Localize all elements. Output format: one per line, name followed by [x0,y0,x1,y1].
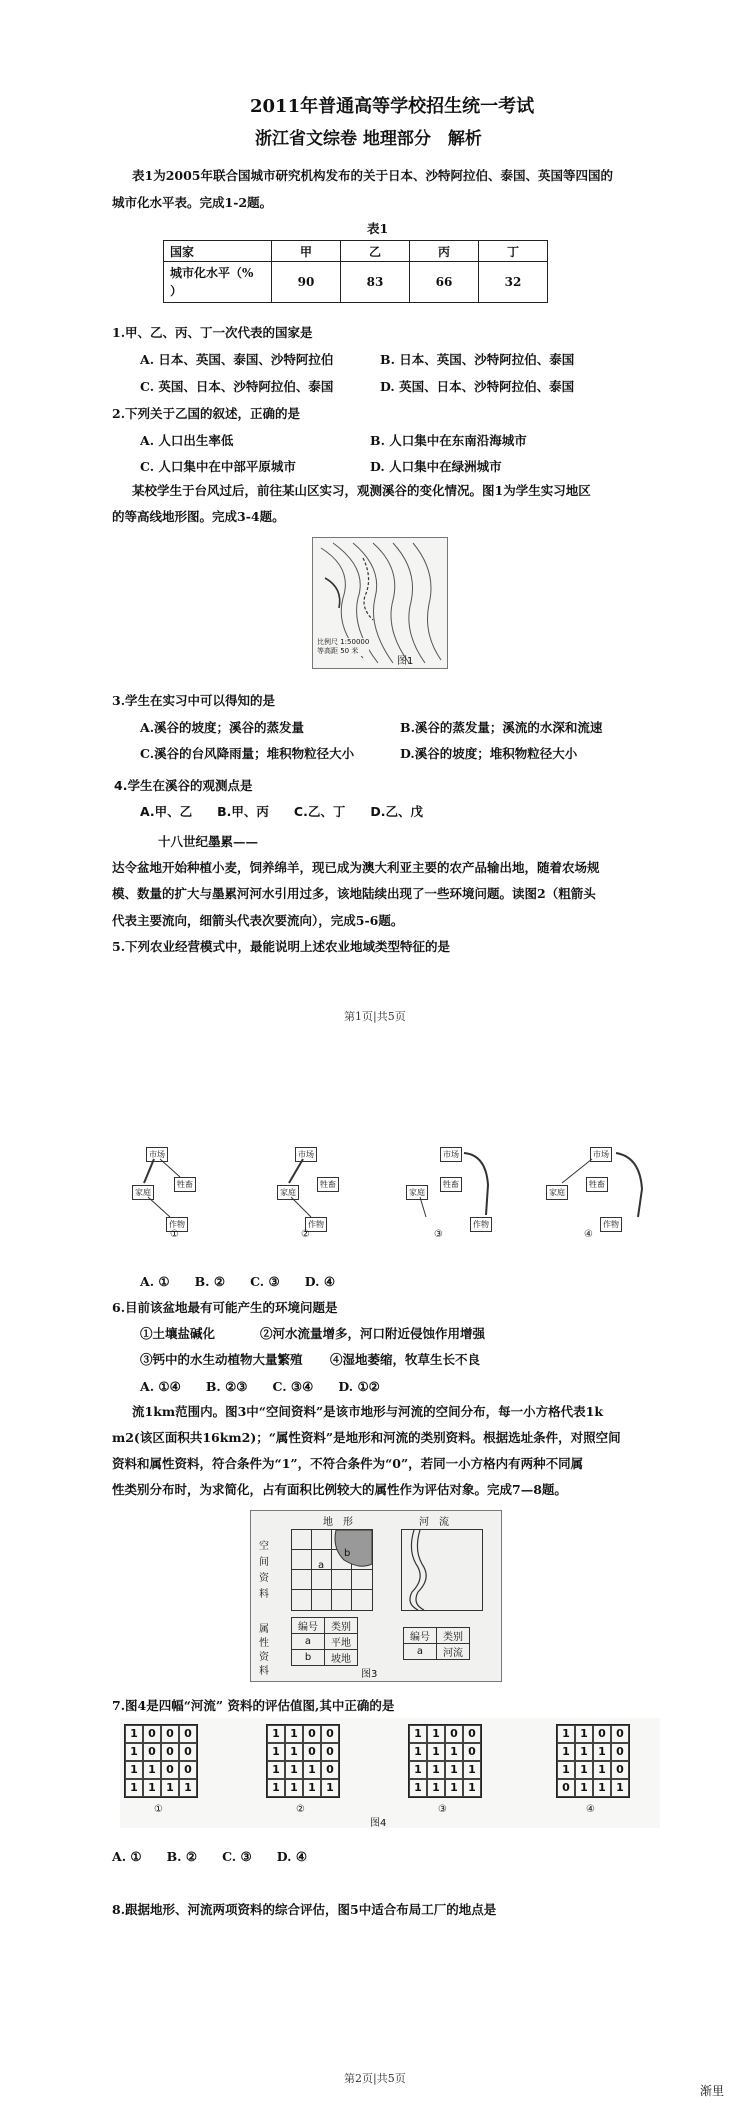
cell-letter: b [344,1548,351,1559]
grid-cell: 1 [303,1779,321,1797]
option: D.溪谷的坡度；堆积物粒径大小 [400,746,578,761]
grid-cell: 0 [611,1725,629,1743]
option: C.溪谷的台风降雨量；堆积物粒径大小 [140,746,355,761]
diagram-label: ④ [584,1229,593,1240]
grid-cell: 1 [575,1725,593,1743]
table-cell: 90 [272,262,341,303]
exam-subtitle: 浙江省文综卷 地理部分 解析 [255,129,482,149]
farming-diagram [540,1145,660,1240]
grid-cell: 1 [427,1779,445,1797]
question-stem: 8.跟据地形、河流两项资料的综合评估，图5中适合布局工厂的地点是 [112,1902,497,1917]
grid-cell: 1 [445,1761,463,1779]
grid-cell: 0 [161,1725,179,1743]
grid-cell: 1 [409,1761,427,1779]
option: D. 人口集中在绿洲城市 [370,459,502,474]
grid-cell: 1 [593,1743,611,1761]
grid-cell: 1 [557,1761,575,1779]
grid-label: ② [296,1804,305,1815]
grid-cell: 1 [143,1761,161,1779]
grid-cell: 1 [463,1761,481,1779]
grid-cell: 1 [161,1779,179,1797]
intro-line: 代表主要流向，细箭头代表次要流向），完成5-6题。 [112,913,404,928]
grid-cell: 0 [143,1743,161,1761]
grid-cell: 0 [179,1761,197,1779]
question-stem: 2.下列关于乙国的叙述，正确的是 [112,406,301,421]
options-line: A. ① B. ② C. ③ D. ④ [140,1274,336,1289]
grid-cell: 1 [427,1725,445,1743]
grid-cells [556,1724,630,1798]
grid-cell: 1 [285,1779,303,1797]
family-node: 家庭 [277,1185,299,1200]
spatial-data-label: 空间资料 [259,1541,269,1600]
grid-cell: 0 [161,1761,179,1779]
grid-cell: 1 [409,1743,427,1761]
grid-cell: 1 [575,1743,593,1761]
grid-cell: 1 [179,1779,197,1797]
grid-cell: 0 [557,1779,575,1797]
grid-cell: 1 [445,1743,463,1761]
grid-cell: 1 [285,1743,303,1761]
grid-cell: 1 [427,1743,445,1761]
grid-label: ④ [586,1804,595,1815]
figure-caption: 图3 [361,1669,378,1680]
farming-diagram [400,1145,510,1240]
figure-caption: 图4 [370,1818,387,1829]
table-cell: 平地 [325,1634,358,1650]
crops-node: 作物 [470,1217,492,1232]
cell-letter: a [318,1560,325,1571]
options-line: A.甲、乙 B.甲、丙 C.乙、丁 D.乙、戊 [140,804,423,819]
table-cell: 坡地 [325,1650,358,1666]
grid-cell: 1 [321,1779,339,1797]
flow-arrows [400,1145,510,1240]
flow-arrows [540,1145,660,1240]
question-stem: 1.甲、乙、丙、丁一次代表的国家是 [112,325,313,340]
evaluation-grid [408,1724,482,1798]
river-grid [401,1529,483,1611]
evaluation-grid [124,1724,198,1798]
grid-cell: 1 [611,1779,629,1797]
row-label-line: ） [170,284,183,298]
intro-line: 某校学生于台风过后，前往某山区实习，观测溪谷的变化情况。图1为学生实习地区 [132,483,591,498]
river-attribute-table [403,1627,470,1660]
grid-cell: 1 [143,1779,161,1797]
question-stem: 7.图4是四幅“河流” 资料的评估值图,其中正确的是 [112,1698,395,1713]
grid-cell: 1 [125,1725,143,1743]
urbanization-table [163,240,548,303]
table-cell: 河流 [437,1644,470,1660]
slope-area-shape [330,1530,372,1570]
col-header: 编号 [404,1628,437,1644]
table-header-row [164,241,548,262]
livestock-node: 牲畜 [174,1177,196,1192]
exam-title: 2011年普通高等学校招生统一考试 [250,96,535,117]
page-number: 第2页|共5页 [344,2072,406,2085]
option: A. 人口出生率低 [140,433,234,448]
terrain-title: 地 形 [323,1517,353,1528]
grid-cell: 1 [445,1779,463,1797]
grid-cell: 0 [179,1725,197,1743]
contour-map-figure [312,537,448,669]
table-cell: 66 [410,262,479,303]
grid-cell: 1 [463,1779,481,1797]
grid-cell: 1 [125,1779,143,1797]
grid-cell: 1 [557,1743,575,1761]
table-row-label [164,262,272,303]
grid-cell: 1 [427,1761,445,1779]
grid-cell: 1 [285,1725,303,1743]
flow-arrows [265,1145,365,1240]
evaluation-grid [556,1724,630,1798]
grid-cell: 0 [611,1761,629,1779]
grid-cell: 1 [267,1761,285,1779]
list-item: ①土壤盐碱化 [140,1326,216,1341]
option: D. 英国、日本、沙特阿拉伯、泰国 [380,379,575,394]
attribute-data-label: 属性资料 [259,1624,269,1677]
grid-label: ③ [438,1804,447,1815]
table-caption: 表1 [367,221,389,236]
option: B. 日本、英国、沙特阿拉伯、泰国 [380,352,575,367]
grid-cell: 0 [321,1725,339,1743]
grid-cell: 1 [593,1779,611,1797]
intro-line: 流1km范围内。图3中“空间资料”是该市地形与河流的空间分布，每一小方格代表1k [132,1404,604,1419]
table-header-cell: 丙 [410,241,479,262]
livestock-node: 牲畜 [586,1177,608,1192]
farming-diagram [265,1145,365,1240]
question-stem: 4.学生在溪谷的观测点是 [114,778,253,793]
grid-cells [124,1724,198,1798]
table-cell: 32 [479,262,548,303]
option: A.溪谷的坡度；溪谷的蒸发量 [140,720,305,735]
grid-cell: 1 [593,1761,611,1779]
intro-line: 达令盆地开始种植小麦，饲养绵羊，现已成为澳大利亚主要的农产品输出地，随着农场规 [112,860,600,875]
spatial-attribute-figure [250,1510,502,1682]
grid-cell: 0 [611,1743,629,1761]
farming-diagram [130,1145,230,1240]
livestock-node: 牲畜 [317,1177,339,1192]
grid-cell: 1 [409,1779,427,1797]
map-scale [317,638,369,656]
col-header: 类别 [437,1628,470,1644]
grid-cell: 0 [303,1743,321,1761]
family-node: 家庭 [546,1185,568,1200]
intro-line: 表1为2005年联合国城市研究机构发布的关于日本、沙特阿拉伯、泰国、英国等四国的 [132,168,613,183]
option: A. 日本、英国、泰国、沙特阿拉伯 [140,352,334,367]
option: B.溪谷的蒸发量；溪流的水深和流速 [400,720,603,735]
question-stem: 3.学生在实习中可以得知的是 [112,693,276,708]
list-item: ②河水流量增多，河口附近侵蚀作用增强 [260,1326,486,1341]
table-row [164,262,548,303]
table-header-cell: 甲 [272,241,341,262]
option: C. 人口集中在中部平原城市 [140,459,296,474]
diagram-label: ③ [434,1229,443,1240]
grid-cell: 0 [321,1743,339,1761]
market-node: 市场 [590,1147,612,1162]
grid-cell: 1 [285,1761,303,1779]
grid-cell: 0 [321,1761,339,1779]
grid-cell: 1 [303,1761,321,1779]
grid-cell: 1 [557,1725,575,1743]
family-node: 家庭 [132,1185,154,1200]
intro-line: 性类别分布时，为求简化，占有面积比例较大的属性作为评估对象。完成7—8题。 [112,1482,567,1497]
list-item: ④湿地萎缩，牧草生长不良 [330,1352,481,1367]
figure-caption: 图1 [397,656,414,667]
table-cell: b [292,1650,325,1666]
grid-cell: 1 [125,1761,143,1779]
grid-cell: 0 [143,1725,161,1743]
evaluation-grids-figure [120,1718,660,1828]
intro-line: 的等高线地形图。完成3-4题。 [112,509,285,524]
grid-cell: 1 [575,1761,593,1779]
table-cell: 83 [341,262,410,303]
table-cell: a [292,1634,325,1650]
option: B. 人口集中在东南沿海城市 [370,433,527,448]
intro-line: 模、数量的扩大与墨累河河水引用过多，该地陆续出现了一些环境问题。读图2（粗箭头 [112,886,596,901]
diagram-label: ② [301,1229,310,1240]
crops-node: 作物 [305,1217,327,1232]
flow-arrows [130,1145,230,1240]
table-header-cell: 国家 [164,241,272,262]
col-header: 编号 [292,1618,325,1634]
contour-interval-text: 等高距 50 米 [317,647,359,655]
market-node: 市场 [295,1147,317,1162]
market-node: 市场 [146,1147,168,1162]
scale-text: 比例尺 1:50000 [317,638,370,646]
options-line: A. ①④ B. ②③ C. ③④ D. ①② [140,1379,380,1394]
grid-cell: 1 [125,1743,143,1761]
question-stem: 5.下列农业经营模式中，最能说明上述农业地域类型特征的是 [112,939,451,954]
grid-cell: 0 [593,1725,611,1743]
table-header-cell: 乙 [341,241,410,262]
grid-cell: 0 [303,1725,321,1743]
grid-cells [408,1724,482,1798]
grid-cell: 1 [267,1725,285,1743]
grid-cell: 1 [267,1743,285,1761]
terrain-grid [291,1529,373,1611]
intro-line: m2(该区面积共16km2)；“属性资料”是地形和河流的类别资料。根据选址条件，对照空间 [112,1430,621,1445]
list-item: ③钙中的水生动植物大量繁殖 [140,1352,303,1367]
corner-text: 渐里 [700,2084,725,2098]
evaluation-grid [266,1724,340,1798]
grid-cell: 0 [463,1725,481,1743]
col-header: 类别 [325,1618,358,1634]
intro-line: 城市化水平表。完成1-2题。 [112,195,273,210]
option: C. 英国、日本、沙特阿拉伯、泰国 [140,379,334,394]
grid-cell: 0 [445,1725,463,1743]
question-stem: 6.目前该盆地最有可能产生的环境问题是 [112,1300,338,1315]
row-label-line: 城市化水平（% [170,266,254,280]
grid-label: ① [154,1804,163,1815]
options-line: A. ① B. ② C. ③ D. ④ [112,1849,308,1864]
grid-cell: 0 [179,1743,197,1761]
table-header-cell: 丁 [479,241,548,262]
crops-node: 作物 [600,1217,622,1232]
section-heading: 十八世纪墨累—— [158,834,259,849]
livestock-node: 牲畜 [440,1177,462,1192]
grid-cell: 0 [463,1743,481,1761]
river-shape [402,1530,482,1610]
family-node: 家庭 [406,1185,428,1200]
table-cell: a [404,1644,437,1660]
diagram-label: ① [170,1229,179,1240]
farming-diagrams-figure [130,1145,670,1240]
page-number: 第1页|共5页 [344,1010,406,1023]
grid-cell: 1 [575,1779,593,1797]
intro-line: 资料和属性资料，符合条件为“1”，不符合条件为“0”，若同一小方格内有两种不同属 [112,1456,584,1471]
grid-cells [266,1724,340,1798]
grid-cell: 1 [267,1779,285,1797]
crops-node: 作物 [166,1217,188,1232]
terrain-attribute-table [291,1617,358,1666]
grid-cell: 1 [409,1725,427,1743]
grid-cell: 0 [161,1743,179,1761]
river-title: 河 流 [419,1517,449,1528]
market-node: 市场 [440,1147,462,1162]
